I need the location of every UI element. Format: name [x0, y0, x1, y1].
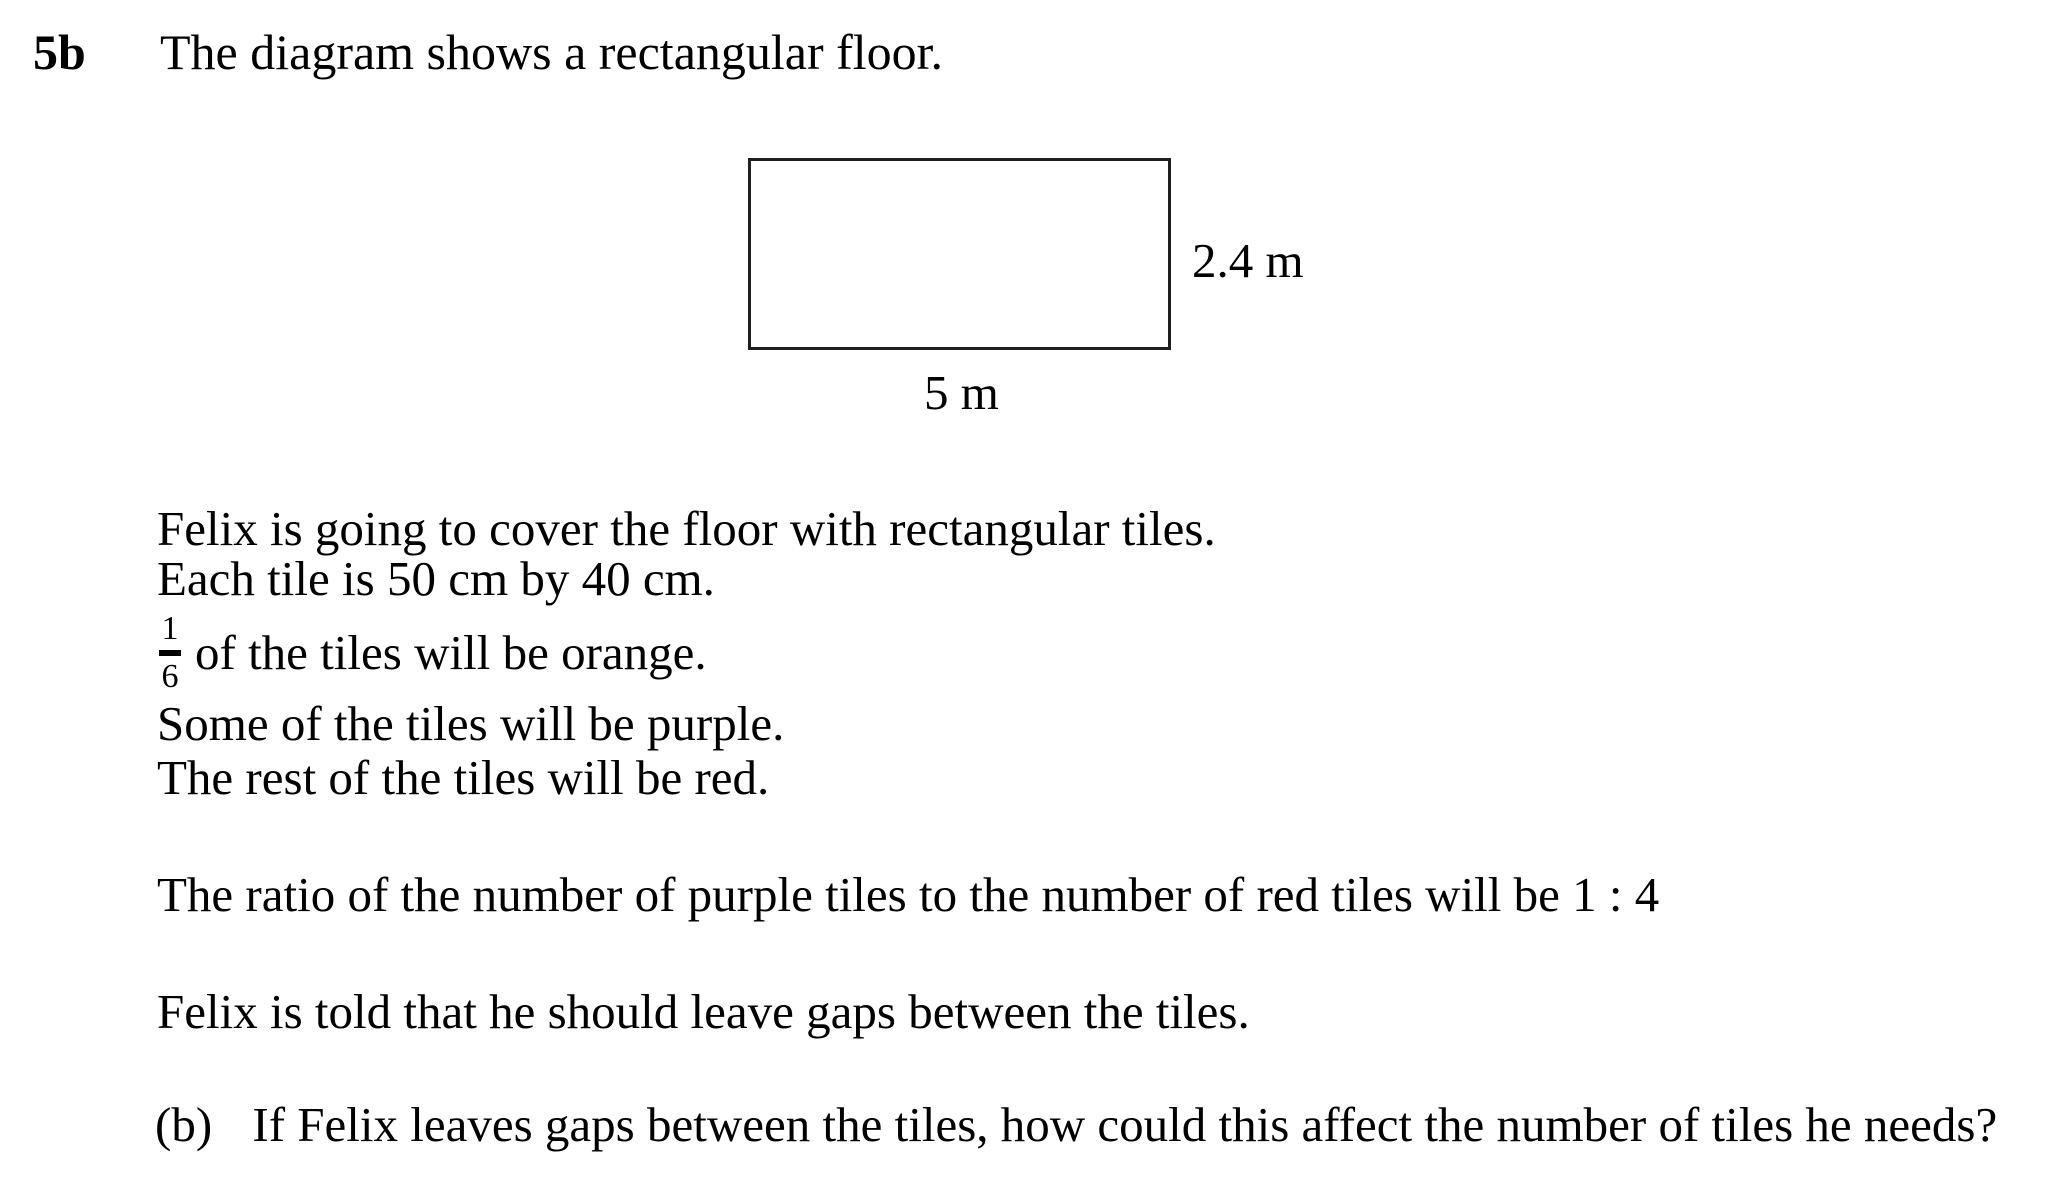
fraction-statement-text: of the tiles will be orange.: [195, 625, 707, 680]
fraction-bar: [159, 650, 181, 656]
part-b-label: (b): [155, 1097, 213, 1152]
statement-tile-size: Each tile is 50 cm by 40 cm.: [157, 551, 715, 606]
part-b-text: If Felix leaves gaps between the tiles, how could this affect the number of tiles he needs?: [252, 1097, 1998, 1152]
rect-height-label: 2.4 m: [1192, 233, 1304, 288]
statement-ratio: The ratio of the number of purple tiles to the number of red tiles will be 1 : 4: [157, 867, 1660, 922]
rect-width-label: 5 m: [924, 365, 999, 420]
part-b-question: [155, 1098, 1997, 1152]
statement-cover-floor: Felix is going to cover the floor with rectangular tiles.: [157, 501, 1216, 556]
question-number: 5b: [33, 24, 86, 80]
fraction-denominator: 6: [161, 658, 179, 695]
statement-gaps: Felix is told that he should leave gaps between the tiles.: [157, 984, 1250, 1039]
fraction-one-sixth: [157, 612, 183, 694]
fraction-numerator: 1: [161, 610, 179, 647]
question-intro-text: The diagram shows a rectangular floor.: [160, 24, 944, 80]
statement-orange-fraction: [157, 612, 707, 694]
statement-purple-tiles: Some of the tiles will be purple.: [157, 696, 785, 751]
floor-rectangle: [748, 158, 1171, 350]
statement-red-tiles: The rest of the tiles will be red.: [157, 750, 770, 805]
